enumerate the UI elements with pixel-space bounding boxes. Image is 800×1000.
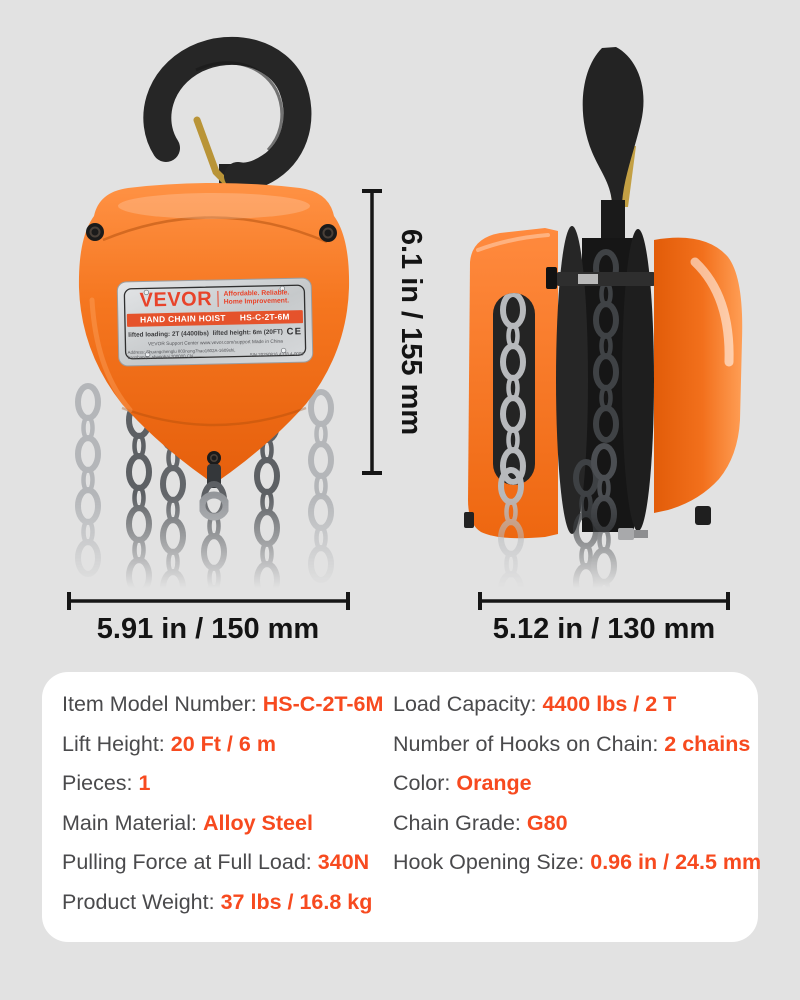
spec-label: Pieces:: [62, 771, 133, 796]
spec-value: 340N: [317, 850, 370, 875]
plate-divider: [217, 291, 219, 307]
spec-label: Hook Opening Size:: [393, 850, 585, 875]
spec-row-hook-opening: [393, 843, 761, 883]
plate-support-line: VEVOR Support Center www.vevor.com/support Made in China: [147, 339, 283, 348]
spec-column-right: [393, 685, 761, 883]
spec-row-material: [62, 804, 383, 844]
spec-row-pulling-force: [62, 843, 383, 883]
spec-label: Pulling Force at Full Load:: [62, 850, 312, 875]
side-hoist-body: [464, 226, 742, 538]
spec-column-left: [62, 685, 383, 922]
front-width-dimension-label: 5.91 in / 150 mm: [96, 613, 320, 645]
spec-label: Item Model Number:: [62, 692, 257, 717]
name-plate-text: [117, 278, 313, 366]
height-dimension-label: 6.1 in / 155 mm: [395, 228, 427, 436]
spec-value: 1: [138, 771, 151, 796]
tagline-line2: Home Improvement.: [223, 297, 290, 307]
spec-label: Color:: [393, 771, 451, 796]
side-width-dimension-label: 5.12 in / 130 mm: [492, 613, 716, 645]
tagline-line1: Affordable. Reliable.: [223, 289, 290, 299]
plate-lift-height: lifted height: 6m (20FT): [212, 328, 283, 337]
plate-model-number: HS-C-2T-6M: [239, 311, 290, 323]
spec-row-model: [62, 685, 383, 725]
vevor-logo: VEVOR: [139, 288, 213, 312]
spec-value: 2 chains: [664, 731, 751, 756]
spec-row-hooks: [393, 725, 761, 765]
spec-label: Load Capacity:: [393, 692, 537, 717]
plate-load-rating: lifted loading: 2T (4400lbs): [128, 329, 209, 339]
spec-value: 4400 lbs / 2 T: [542, 692, 677, 717]
spec-value: Orange: [456, 771, 532, 796]
spec-row-load-capacity: [393, 685, 761, 725]
spec-value: 20 Ft / 6 m: [170, 731, 276, 756]
spec-value: 0.96 in / 24.5 mm: [590, 850, 762, 875]
spec-row-chain-grade: [393, 804, 761, 844]
spec-row-color: [393, 764, 761, 804]
spec-label: Main Material:: [62, 810, 198, 835]
spec-value: HS-C-2T-6M: [262, 692, 384, 717]
front-hook-icon: [157, 51, 297, 192]
ce-mark-icon: CE: [286, 325, 303, 338]
spec-row-weight: [62, 883, 383, 923]
side-bottom-bolt: [618, 528, 648, 540]
plate-serial-number: S/N 20250816 4378 4-0009: [249, 351, 304, 358]
side-hook-icon: [583, 47, 644, 245]
spec-label: Lift Height:: [62, 731, 165, 756]
plate-tagline: [224, 290, 290, 307]
plate-address: Address: Shuangchenglu 803nong7hao1602A-1609shi, baoshanqu, shanghai 200000 CN.: [127, 347, 236, 360]
height-dimension-line: [362, 191, 382, 473]
spec-value: 37 lbs / 16.8 kg: [220, 889, 373, 914]
spec-row-lift-height: [62, 725, 383, 765]
spec-value: G80: [526, 810, 568, 835]
spec-label: Chain Grade:: [393, 810, 521, 835]
spec-label: Number of Hooks on Chain:: [393, 731, 659, 756]
plate-product-band: [127, 310, 303, 327]
side-width-dimension-line: [480, 592, 728, 610]
spec-value: Alloy Steel: [203, 810, 313, 835]
spec-label: Product Weight:: [62, 889, 215, 914]
plate-product-name: HAND CHAIN HOIST: [139, 312, 226, 325]
spec-row-pieces: [62, 764, 383, 804]
spec-card: [42, 672, 762, 942]
